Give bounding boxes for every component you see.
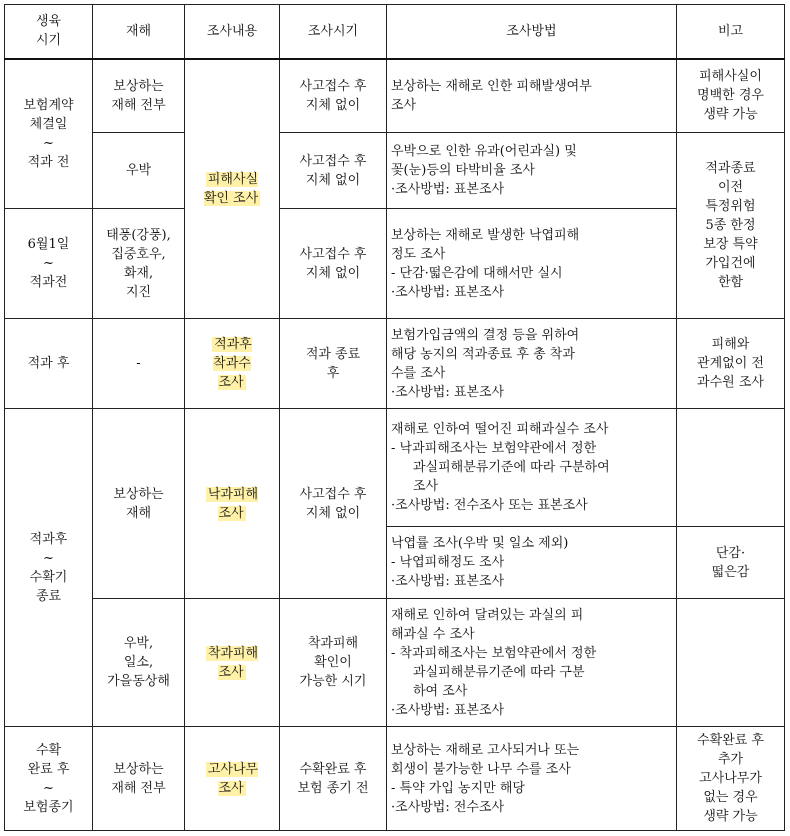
method-line: 재해로 인하여 떨어진 피해과실수 조사 xyxy=(391,422,609,437)
note-cell xyxy=(677,409,785,527)
method-line: - 낙과피해조사는 보험약관에서 정한 xyxy=(391,441,597,456)
disaster-cell: 우박, 일소, 가을동상해 xyxy=(93,599,185,727)
method-cell xyxy=(387,409,677,527)
method-line: 보상하는 재해로 발생한 낙엽피해 xyxy=(391,227,580,243)
header-content: 조사내용 xyxy=(185,5,280,59)
table-row xyxy=(5,727,785,831)
table-row xyxy=(5,59,785,133)
header-period: 생육 시기 xyxy=(5,5,93,59)
method-line: 조사 xyxy=(413,479,439,494)
timing-cell: 사고접수 후 지체 없이 xyxy=(280,133,387,209)
note-cell: 적과종료 이전 특정위험 5종 한정 보장 특약 가입건에 한함 xyxy=(677,133,785,319)
method-line: ·조사방법: 표본조사 xyxy=(391,284,505,300)
method-line: 해당 농지의 적과종료 후 총 착과 xyxy=(391,346,575,362)
method-line: - 단감·떫은감에 대해서만 실시 xyxy=(391,265,563,281)
period-cell: 적과 후 xyxy=(5,319,93,409)
header-note: 비고 xyxy=(677,5,785,59)
disaster-cell: - xyxy=(93,319,185,409)
method-cell xyxy=(387,527,677,599)
method-line: ·조사방법: 표본조사 xyxy=(391,182,505,197)
content-cell xyxy=(185,409,280,599)
content-highlight: 고사나무 조사 xyxy=(207,761,259,796)
note-cell xyxy=(677,599,785,727)
method-line: 정도 조사 xyxy=(391,246,446,262)
method-line: 보험가입금액의 결정 등을 위하여 xyxy=(391,327,580,343)
method-line: 낙엽률 조사(우박 및 일소 제외) xyxy=(391,536,569,551)
header-disaster: 재해 xyxy=(93,5,185,59)
method-line: 보상하는 재해로 고사되거나 또는 xyxy=(391,742,580,758)
disaster-cell: 보상하는 재해 전부 xyxy=(93,59,185,133)
method-line: - 착과피해조사는 보험약관에서 정한 xyxy=(391,645,597,661)
method-cell xyxy=(387,133,677,209)
header-row xyxy=(5,5,785,59)
content-cell xyxy=(185,599,280,727)
method-line: 과실피해분류기준에 따라 구분하여 xyxy=(413,460,610,475)
disaster-cell: 보상하는 재해 전부 xyxy=(93,727,185,831)
method-line: ·조사방법: 표본조사 xyxy=(391,702,505,718)
period-cell: 적과후 ~ 수확기 종료 xyxy=(5,409,93,727)
content-highlight: 착과피해 조사 xyxy=(207,645,259,680)
method-cell xyxy=(387,59,677,133)
table-row xyxy=(5,409,785,527)
method-cell xyxy=(387,727,677,831)
header-method: 조사방법 xyxy=(387,5,677,59)
table-row xyxy=(5,209,785,319)
note-cell: 수확완료 후 추가 고사나무가 없는 경우 생략 가능 xyxy=(677,727,785,831)
method-line: 재해로 인하여 달려있는 과실의 피 xyxy=(391,607,584,623)
table-row xyxy=(5,133,785,209)
note-cell: 피해와 관계없이 전 과수원 조사 xyxy=(677,319,785,409)
period-cell: 수확 완료 후 ~ 보험종기 xyxy=(5,727,93,831)
method-line: - 낙엽피해정도 조사 xyxy=(391,555,505,570)
method-line: ·조사방법: 전수조사 xyxy=(391,799,505,815)
method-line: 수를 조사 xyxy=(391,365,446,381)
content-highlight: 피해사실 확인 조사 xyxy=(203,171,259,206)
method-line: 우박으로 인한 유과(어린과실) 및 xyxy=(391,144,577,159)
timing-cell: 사고접수 후 지체 없이 xyxy=(280,59,387,133)
table-row xyxy=(5,599,785,727)
timing-cell: 적과 종료 후 xyxy=(280,319,387,409)
method-line: 조사 xyxy=(391,97,417,113)
method-line: 과실피해분류기준에 따라 구분 xyxy=(413,664,585,680)
method-line: 꽃(눈)등의 타박비율 조사 xyxy=(391,163,535,178)
content-highlight: 낙과피해 조사 xyxy=(207,486,259,521)
timing-cell: 사고접수 후 지체 없이 xyxy=(280,209,387,319)
survey-schedule-table xyxy=(4,4,785,831)
disaster-cell: 보상하는 재해 xyxy=(93,409,185,599)
method-line: 회생이 불가능한 나무 수를 조사 xyxy=(391,761,571,777)
timing-cell: 사고접수 후 지체 없이 xyxy=(280,409,387,599)
method-line: 보상하는 재해로 인한 피해발생여부 xyxy=(391,78,592,94)
content-cell xyxy=(185,727,280,831)
method-line: ·조사방법: 전수조사 또는 표본조사 xyxy=(391,498,588,513)
content-cell xyxy=(185,59,280,319)
note-cell: 단감· 떫은감 xyxy=(677,527,785,599)
content-cell xyxy=(185,319,280,409)
method-cell xyxy=(387,599,677,727)
disaster-cell: 태풍(강풍), 집중호우, 화재, 지진 xyxy=(93,209,185,319)
method-cell xyxy=(387,319,677,409)
content-highlight: 적과후 착과수 조사 xyxy=(213,337,252,390)
method-line: 해과실 수 조사 xyxy=(391,626,475,642)
table-row xyxy=(5,319,785,409)
period-cell: 6월1일 ~ 적과전 xyxy=(5,209,93,319)
timing-cell: 착과피해 확인이 가능한 시기 xyxy=(280,599,387,727)
period-cell: 보험계약 체결일 ~ 적과 전 xyxy=(5,59,93,209)
method-line: ·조사방법: 표본조사 xyxy=(391,574,505,589)
method-cell xyxy=(387,209,677,319)
disaster-cell: 우박 xyxy=(93,133,185,209)
method-line: 하여 조사 xyxy=(413,683,468,699)
method-line: - 특약 가입 농지만 해당 xyxy=(391,780,525,796)
header-timing: 조사시기 xyxy=(280,5,387,59)
note-cell: 피해사실이 명백한 경우 생략 가능 xyxy=(677,59,785,133)
timing-cell: 수확완료 후 보험 종기 전 xyxy=(280,727,387,831)
method-line: ·조사방법: 표본조사 xyxy=(391,384,505,400)
